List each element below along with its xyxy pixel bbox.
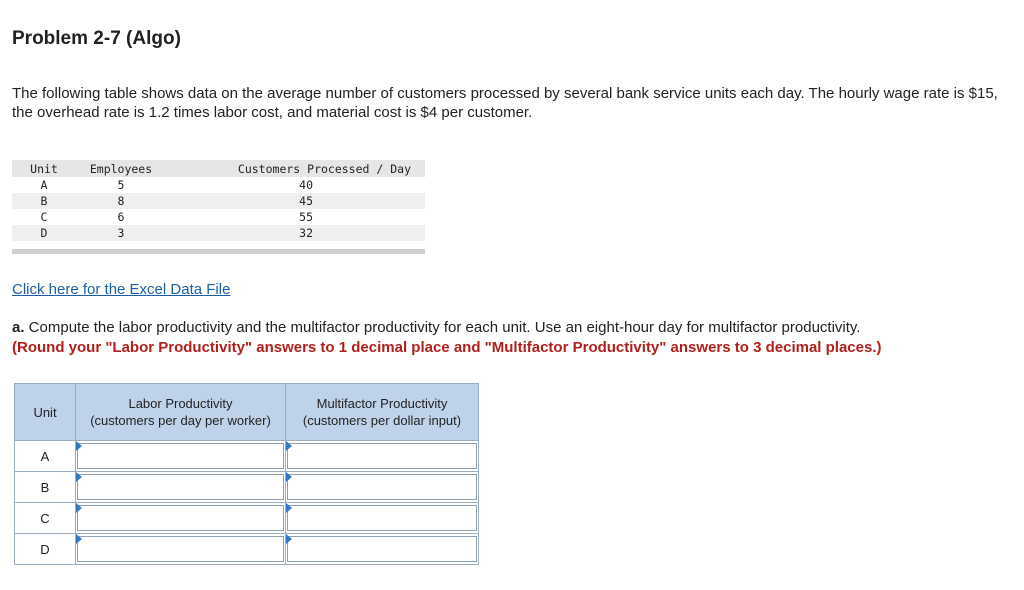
labor-cell	[76, 534, 286, 565]
flag-icon	[286, 472, 292, 482]
labor-productivity-input-c[interactable]	[77, 505, 284, 531]
answer-table-header	[15, 384, 479, 441]
answer-row	[15, 503, 479, 534]
rounding-instructions: (Round your "Labor Productivity" answers to 1 decimal place and "Multifactor Productivity" answers to 3 decimal places.)	[12, 339, 882, 356]
labor-cell	[76, 472, 286, 503]
cell-employees: 3	[76, 225, 166, 241]
part-a-label: a.	[12, 319, 25, 336]
table-divider	[12, 249, 425, 254]
multi-cell	[286, 472, 479, 503]
header-multifactor-productivity	[286, 384, 479, 441]
flag-icon	[76, 472, 82, 482]
table-row	[12, 225, 425, 241]
data-table-header	[12, 160, 425, 177]
multi-header-units: (customers per dollar input)	[302, 413, 462, 428]
table-row	[12, 193, 425, 209]
excel-data-link[interactable]: Click here for the Excel Data File	[12, 281, 231, 298]
multi-header-title: Multifactor Productivity	[316, 396, 448, 411]
problem-intro: The following table shows data on the average number of customers processed by several bank service units each day. The hourly wage rate is $15, the overhead rate is 1.2 times labor cost, and material cost is $4 per customer.	[12, 85, 998, 121]
header-employees: Employees	[76, 160, 166, 177]
cell-employees: 6	[117, 210, 125, 224]
answer-unit: D	[15, 534, 76, 565]
answer-table	[14, 383, 479, 565]
labor-header-title: Labor Productivity	[128, 396, 233, 411]
part-a-text: Compute the labor productivity and the multifactor productivity for each unit. Use an eight-hour day for multifactor productivity.	[24, 319, 861, 336]
multi-cell	[286, 503, 479, 534]
header-unit: Unit	[12, 160, 76, 177]
labor-productivity-input-b[interactable]	[77, 474, 284, 500]
cell-employees: 5	[117, 178, 125, 192]
answer-row	[15, 472, 479, 503]
labor-productivity-input-a[interactable]	[77, 443, 284, 469]
header-unit: Unit	[15, 384, 76, 441]
cell-unit: B	[12, 193, 76, 209]
flag-icon	[286, 503, 292, 513]
answer-unit: A	[15, 441, 76, 472]
flag-icon	[76, 441, 82, 451]
cell-customers: 32	[166, 225, 425, 241]
labor-cell	[76, 503, 286, 534]
flag-icon	[286, 441, 292, 451]
flag-icon	[76, 503, 82, 513]
labor-productivity-input-d[interactable]	[77, 536, 284, 562]
cell-customers: 40	[299, 178, 313, 192]
header-labor-productivity	[76, 384, 286, 441]
flag-icon	[286, 534, 292, 544]
multifactor-productivity-input-b[interactable]	[287, 474, 477, 500]
problem-title: Problem 2-7 (Algo)	[12, 28, 181, 49]
labor-header-units: (customers per day per worker)	[90, 413, 271, 428]
cell-customers: 55	[299, 210, 313, 224]
data-table	[12, 160, 425, 241]
answer-row	[15, 534, 479, 565]
answer-row	[15, 441, 479, 472]
cell-customers: 45	[166, 193, 425, 209]
labor-cell	[76, 441, 286, 472]
multifactor-productivity-input-c[interactable]	[287, 505, 477, 531]
cell-employees: 8	[76, 193, 166, 209]
multi-cell	[286, 441, 479, 472]
multifactor-productivity-input-a[interactable]	[287, 443, 477, 469]
table-row	[12, 209, 425, 225]
answer-unit: B	[15, 472, 76, 503]
part-a-instructions	[12, 318, 1017, 358]
multifactor-productivity-input-d[interactable]	[287, 536, 477, 562]
answer-unit: C	[15, 503, 76, 534]
multi-cell	[286, 534, 479, 565]
cell-unit: C	[40, 210, 48, 224]
cell-unit: A	[40, 178, 48, 192]
table-row	[12, 177, 425, 193]
cell-unit: D	[12, 225, 76, 241]
flag-icon	[76, 534, 82, 544]
header-customers: Customers Processed / Day	[166, 160, 425, 177]
